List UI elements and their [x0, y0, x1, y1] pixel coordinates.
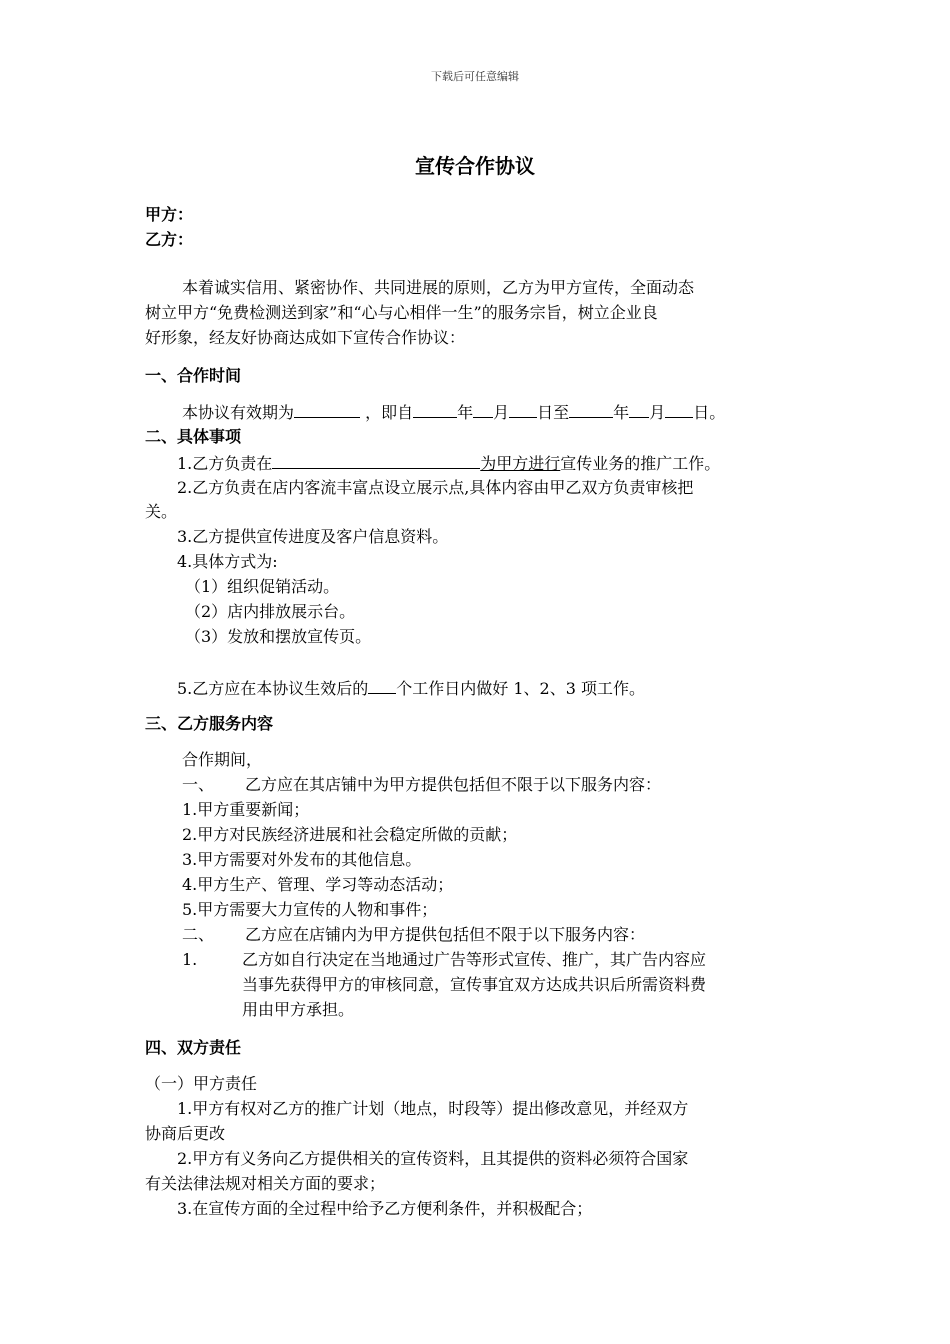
- section-1-heading: 一、合作时间: [145, 366, 242, 385]
- section-3-numbered-1-line-2: 当事先获得甲方的审核同意，宣传事宜双方达成共识后所需资料费: [242, 975, 707, 994]
- day-to-label: 日至: [537, 403, 570, 422]
- section-4-resp-2-line-1: 2.甲方有义务向乙方提供相关的宣传资料，且其提供的资料必须符合国家: [177, 1149, 689, 1168]
- section-2-item-2a: 2.乙方负责在店内客流丰富点设立展示点,具体内容由甲乙双方负责审核把: [177, 478, 694, 497]
- start-day-blank[interactable]: [509, 400, 537, 418]
- section-3-numbered-1-line-1: 乙方如自行决定在当地通过广告等形式宣传、推广，其广告内容应: [242, 950, 707, 969]
- start-year-blank[interactable]: [413, 400, 457, 418]
- section-3-list-1: 1.甲方重要新闻；: [182, 800, 310, 819]
- section-3-para-2-num: 二、: [182, 925, 215, 944]
- section-4-resp-3: 3.在宣传方面的全过程中给予乙方便利条件，并积极配合；: [177, 1199, 593, 1218]
- page-header: 下载后可任意编辑: [431, 70, 519, 83]
- day-end-label: 日。: [693, 403, 726, 422]
- section-4-heading: 四、双方责任: [145, 1038, 242, 1057]
- section-2-item-4-1: （1）组织促销活动。: [185, 577, 340, 596]
- section-1-term: [182, 400, 725, 425]
- section-3-para-2-text: 乙方应在店铺内为甲方提供包括但不限于以下服务内容：: [245, 925, 646, 944]
- month-label: 月: [493, 403, 510, 422]
- section-2-item-4-2: （2）店内排放展示台。: [185, 602, 356, 621]
- section-4-resp-2-line-2: 有关法律法规对相关方面的要求；: [145, 1174, 386, 1193]
- section-4-subheading: （一）甲方责任: [145, 1074, 258, 1093]
- section-3-para-1-text: 乙方应在其店铺中为甲方提供包括但不限于以下服务内容：: [245, 775, 662, 794]
- item-5-text-b: 个工作日内做好 1、2、3 项工作。: [396, 679, 645, 698]
- party-a-label: 甲方：: [145, 205, 194, 224]
- party-b-label: 乙方：: [145, 230, 194, 249]
- section-3-intro: 合作期间，: [182, 750, 263, 769]
- section-3-para-1-num: 一、: [182, 775, 215, 794]
- section-3-numbered-1-line-3: 用由甲方承担。: [242, 1000, 355, 1019]
- section-4-resp-1-line-1: 1.甲方有权对乙方的推广计划（地点，时段等）提出修改意见，并经双方: [177, 1099, 689, 1118]
- section-2-item-2b: 关。: [145, 502, 178, 521]
- month-label-2: 月: [649, 403, 666, 422]
- year-label-2: 年: [613, 403, 630, 422]
- intro-line-1: 本着诚实信用、紧密协作、共同进展的原则，乙方为甲方宣传，全面动态: [182, 278, 695, 297]
- end-month-blank[interactable]: [629, 400, 649, 418]
- item-1-text-c: 宣传业务的推广工作。: [560, 454, 721, 473]
- section-2-item-4: 4.具体方式为:: [177, 552, 278, 571]
- section-2-item-3: 3.乙方提供宣传进度及客户信息资料。: [177, 527, 449, 546]
- item-1-text-a: 1.乙方负责在: [177, 454, 273, 473]
- end-year-blank[interactable]: [569, 400, 613, 418]
- intro-line-3: 好形象，经友好协商达成如下宣传合作协议：: [145, 328, 466, 347]
- section-3-list-4: 4.甲方生产、管理、学习等动态活动；: [182, 875, 454, 894]
- section-3-list-2: 2.甲方对民族经济进展和社会稳定所做的贡献；: [182, 825, 518, 844]
- section-2-item-5: [177, 676, 645, 701]
- document-title: 宣传合作协议: [415, 154, 535, 178]
- section-3-list-5: 5.甲方需要大力宣传的人物和事件；: [182, 900, 438, 919]
- item-5-text-a: 5.乙方应在本协议生效后的: [177, 679, 369, 698]
- start-month-blank[interactable]: [473, 400, 493, 418]
- section-3-list-3: 3.甲方需要对外发布的其他信息。: [182, 850, 422, 869]
- item-1-text-b: 为甲方进行: [480, 454, 561, 473]
- year-label: 年: [457, 403, 474, 422]
- term-blank[interactable]: [294, 400, 360, 418]
- term-from: ，即自: [365, 403, 414, 422]
- section-3-numbered-1: 1.: [182, 950, 198, 969]
- term-text: 本协议有效期为: [182, 403, 295, 422]
- section-2-item-4-3: （3）发放和摆放宣传页。: [185, 627, 372, 646]
- section-2-item-1: [177, 451, 720, 476]
- end-day-blank[interactable]: [665, 400, 693, 418]
- intro-line-2: 树立甲方“免费检测送到家”和“心与心相伴一生”的服务宗旨，树立企业良: [145, 303, 658, 322]
- section-4-resp-1-line-2: 协商后更改: [145, 1124, 226, 1143]
- days-blank[interactable]: [368, 676, 396, 694]
- section-2-heading: 二、具体事项: [145, 427, 242, 446]
- section-3-heading: 三、乙方服务内容: [145, 714, 274, 733]
- location-blank[interactable]: [272, 451, 480, 469]
